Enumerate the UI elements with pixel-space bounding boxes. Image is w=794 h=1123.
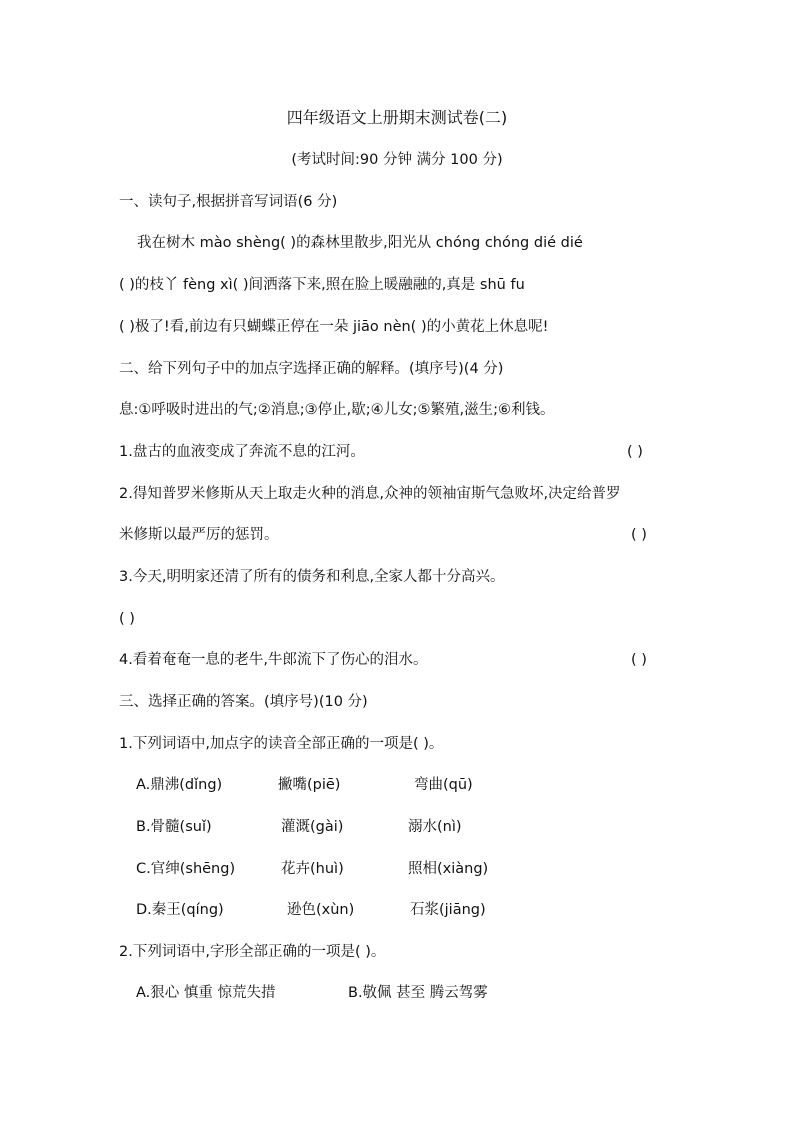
section2-heading: 二、给下列句子中的加点字选择正确的解释。(填序号)(4 分)	[119, 361, 504, 377]
section2-question-2a: 2.得知普罗米修斯从天上取走火种的消息,众神的领袖宙斯气急败坏,决定给普罗	[119, 486, 621, 502]
option-c-word-2: 花卉(huì)	[281, 861, 344, 877]
section1-line1: 我在树木 mào shèng( )的森林里散步,阳光从 chóng chóng dié dié	[137, 235, 583, 251]
section1-heading: 一、读句子,根据拼音写词语(6 分)	[119, 194, 338, 210]
option-d-word-2: 逊色(xùn)	[287, 902, 355, 918]
option-b-words: B.敬佩 甚至 腾云驾雾	[348, 985, 488, 1001]
option-a-words: A.狠心 慎重 惊荒失措	[136, 985, 276, 1001]
section2-definitions: 息:①呼吸时进出的气;②消息;③停止,歇;④儿女;⑤繁殖,滋生;⑥利钱。	[119, 402, 555, 418]
answer-paren: ( )	[631, 527, 647, 543]
exam-subtitle: (考试时间:90 分钟 满分 100 分)	[291, 152, 503, 168]
option-d-word-3: 石浆(jiāng)	[410, 902, 486, 918]
section3-heading: 三、选择正确的答案。(填序号)(10 分)	[119, 694, 368, 710]
option-b-word-2: 灌溉(gài)	[281, 819, 344, 835]
section2-question-2b: 米修斯以最严厉的惩罚。	[119, 527, 279, 543]
option-a-word-1: A.鼎沸(dǐng)	[136, 777, 223, 793]
option-c-word-1: C.官绅(shēng)	[136, 861, 236, 877]
answer-paren: ( )	[627, 444, 643, 460]
section1-line2: ( )的枝丫 fèng xì( )间洒落下来,照在脸上暖融融的,真是 shū fu	[119, 277, 525, 293]
section2-question-4: 4.看着奄奄一息的老牛,牛郎流下了伤心的泪水。	[119, 652, 428, 668]
option-a-word-2: 撇嘴(piē)	[278, 777, 341, 793]
option-c-word-3: 照相(xiàng)	[408, 861, 489, 877]
option-a-word-3: 弯曲(qū)	[414, 777, 473, 793]
section2-question-1: 1.盘古的血液变成了奔流不息的江河。	[119, 444, 365, 460]
option-b-word-1: B.骨髓(suǐ)	[136, 819, 212, 835]
section3-question-2: 2.下列词语中,字形全部正确的一项是( )。	[119, 944, 386, 960]
option-b-word-3: 溺水(nì)	[408, 819, 462, 835]
exam-title: 四年级语文上册期末测试卷(二)	[286, 108, 508, 127]
section3-question-1: 1.下列词语中,加点字的读音全部正确的一项是( )。	[119, 736, 444, 752]
section1-line3: ( )极了!看,前边有只蝴蝶正停在一朵 jiāo nèn( )的小黄花上休息呢!	[119, 319, 549, 335]
section2-question-3: 3.今天,明明家还清了所有的债务和利息,全家人都十分高兴。	[119, 569, 505, 585]
option-d-word-1: D.秦王(qíng)	[136, 902, 224, 918]
answer-paren: ( )	[119, 611, 135, 627]
answer-paren: ( )	[631, 652, 647, 668]
